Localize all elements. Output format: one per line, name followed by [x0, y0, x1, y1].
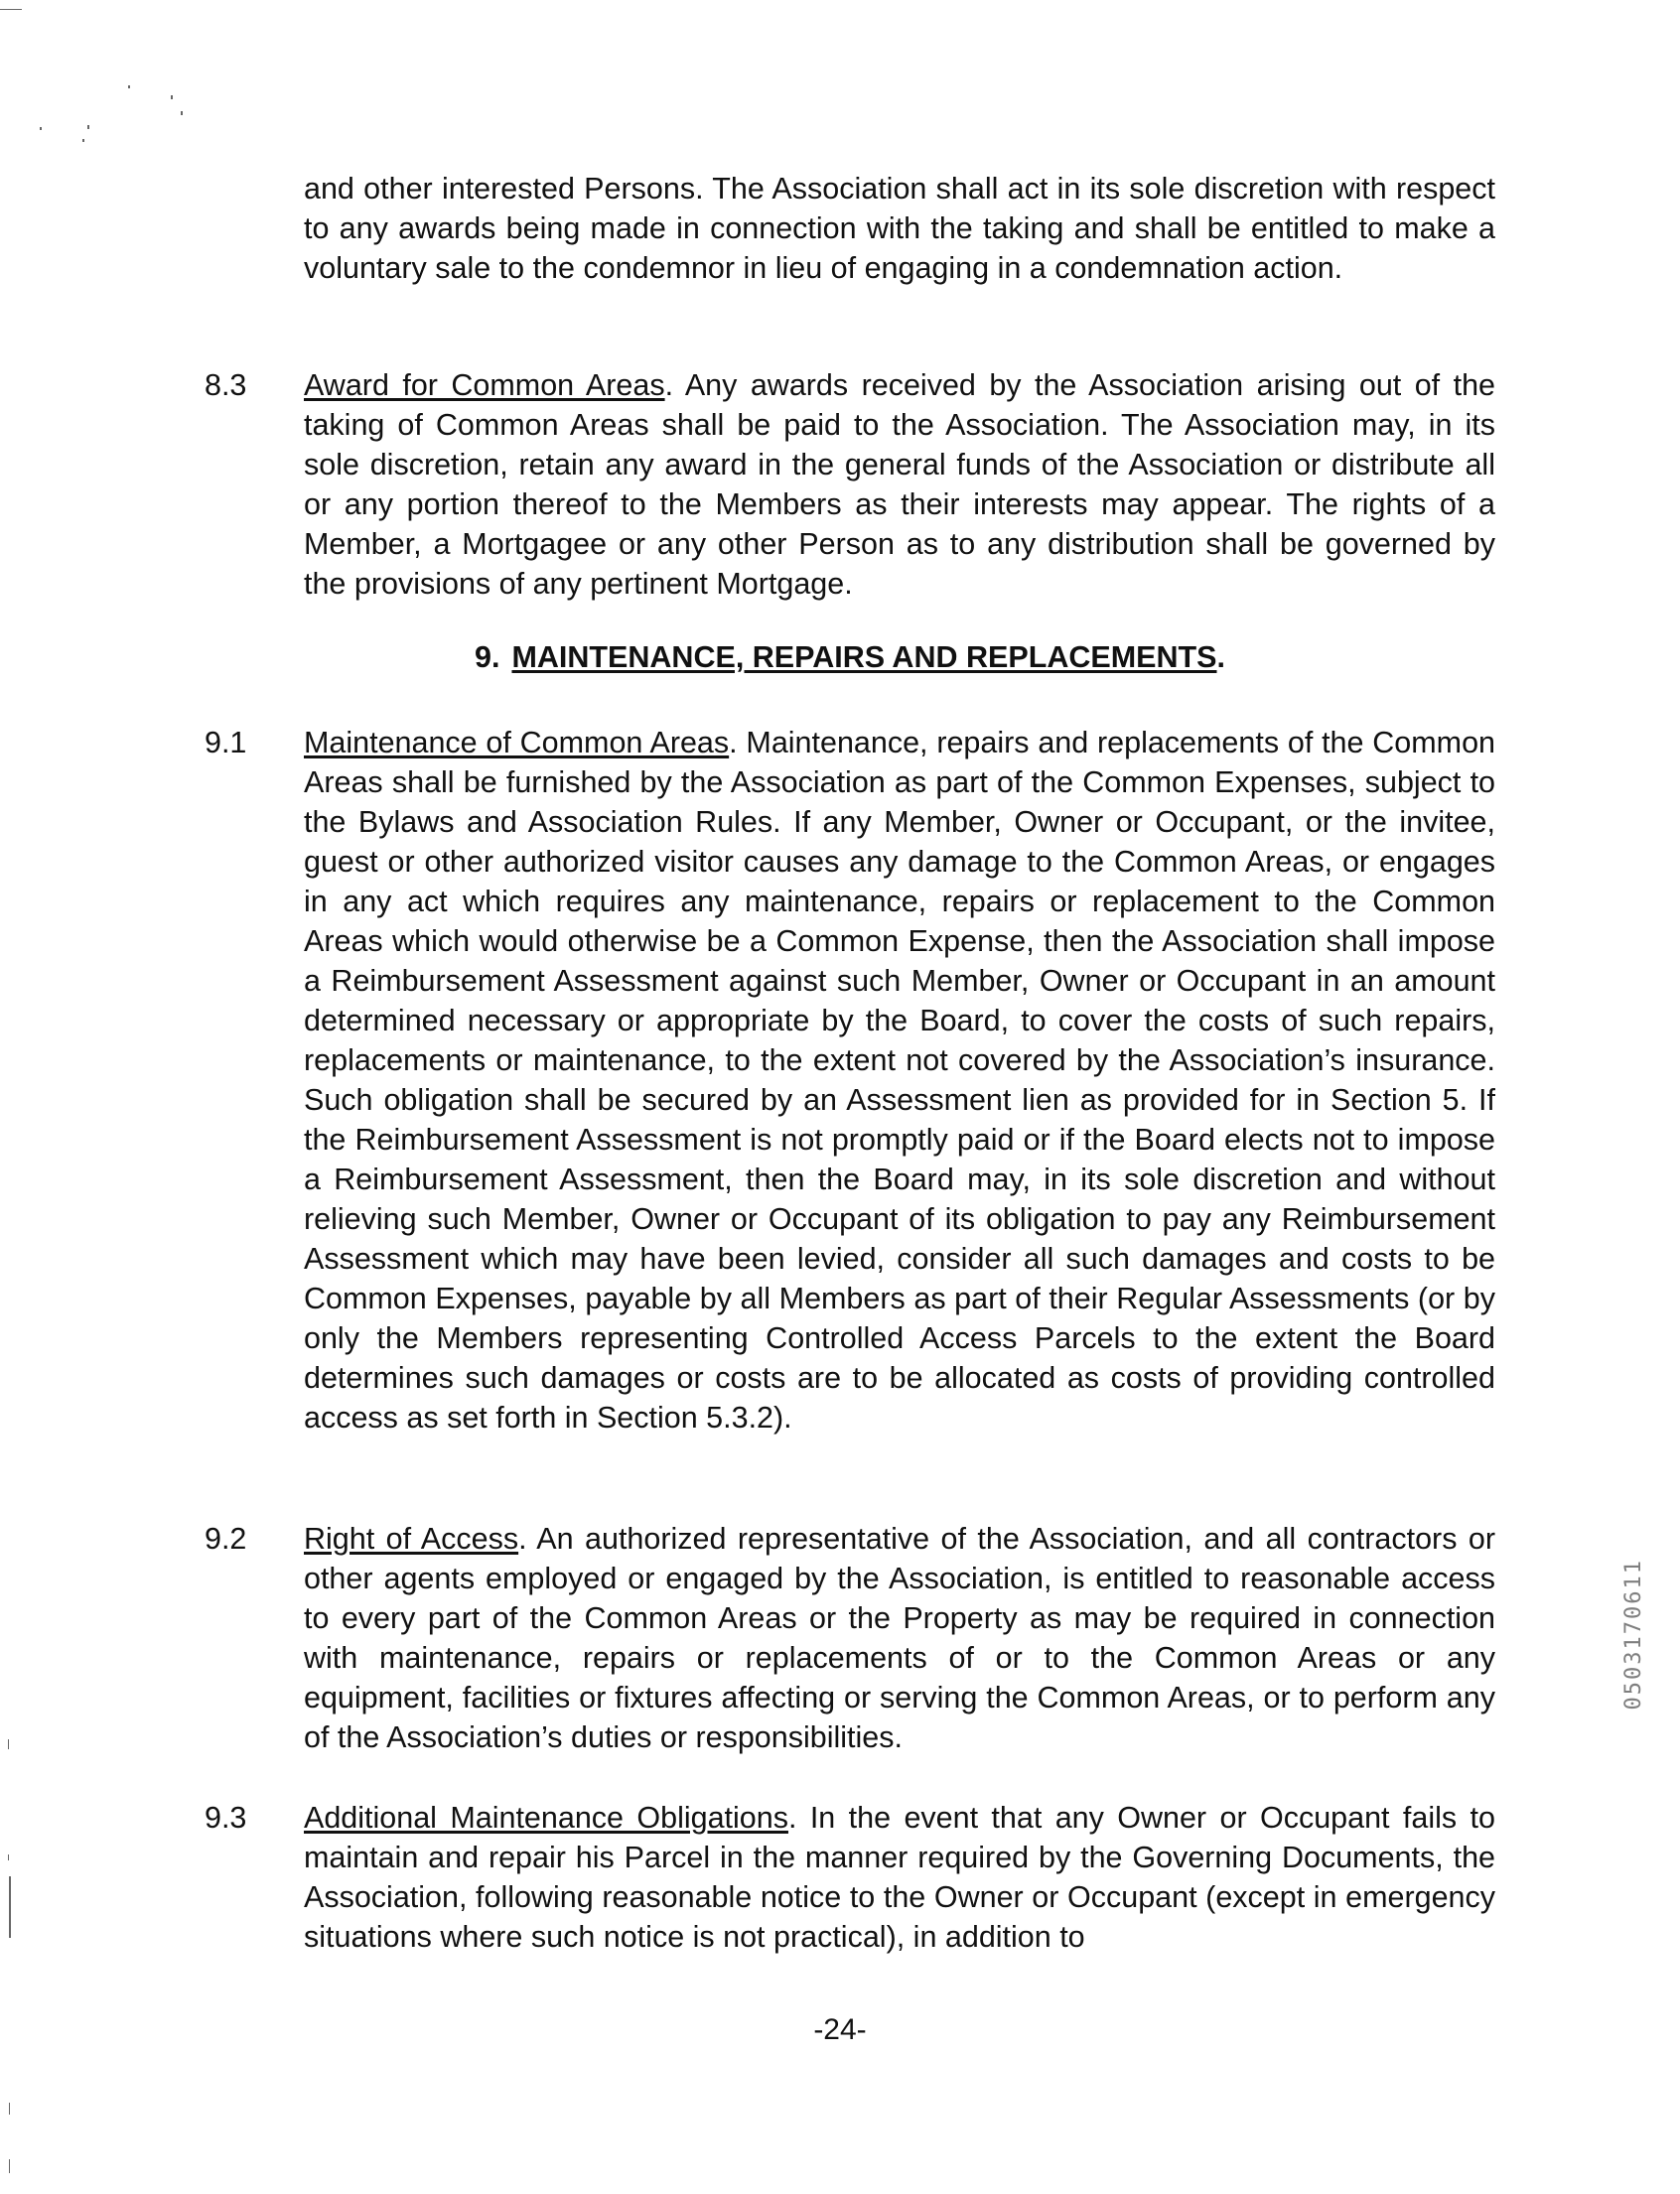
section-number: 9.3	[205, 1801, 247, 1835]
scan-speck	[128, 85, 130, 88]
section-title: Right of Access	[304, 1522, 519, 1556]
section-text: . In the event that any Owner or Occupant fails to maintain and repair his Parcel in the manner required by the Governing Documents, the Association, following reasonable notice to the Owner or Occupant (except in emergency situations where such notice is not practical), in addition to	[304, 1801, 1495, 1954]
article-heading	[205, 637, 1495, 677]
scan-speck	[82, 139, 84, 142]
section-number: 9.2	[205, 1522, 247, 1556]
section-text: . Maintenance, repairs and replacements of the Common Areas shall be furnished by the Association as part of the Common Expenses, subject to the Bylaws and Association Rules. If any Member, Owner or Occupant, or the invitee, guest or other authorized visitor causes any damage to the Common Areas, or engages in any act which requires any maintenance, repairs or replacement to the Common Areas which would otherwise be a Common Expense, then the Association shall impose a Reimbursement Assessment against such Member, Owner or Occupant in an amount determined necessary or appropriate by the Board, to cover the costs of such repairs, replacements or maintenance, to the extent not covered by the Association’s insurance. Such obligation shall be secured by an Assessment lien as provided for in Section 5. If the Reimbursement Assessment is not promptly paid or if the Board elects not to impose a Reimbursement Assessment, then the Board may, in its sole discretion and without relieving such Member, Owner or Occupant of its obligation to pay any Reimbursement Assessment which may have been levied, consider all such damages and costs to be Common Expenses, payable by all Members as part of their Regular Assessments (or by only the Members representing Controlled Access Parcels to the extent the Board determines such damages or costs are to be allocated as costs of providing controlled access as set forth in Section 5.3.2).	[304, 726, 1495, 1435]
scan-speck	[8, 1854, 9, 1860]
page-number: -24-	[813, 2013, 867, 2046]
section-title: Maintenance of Common Areas	[304, 726, 730, 759]
section-number: 8.3	[205, 368, 247, 402]
section-body	[304, 365, 1495, 604]
section-number: 9.1	[205, 726, 247, 759]
scan-speck	[9, 2103, 10, 2115]
scan-speck	[8, 1739, 9, 1749]
section-text: . An authorized representative of the Association, and all contractors or other agents employed or engaged by the Association, is entitled to reasonable access to every part of the Common Areas or the Property as may be required in connection with maintenance, repairs or replacements of or to the Common Areas or any equipment, facilities or fixtures affecting or serving the Common Areas, or to perform any of the Association’s duties or responsibilities.	[304, 1522, 1495, 1754]
scan-speck	[9, 2159, 10, 2173]
scan-speck	[87, 125, 89, 129]
heading-suffix: .	[1216, 640, 1225, 674]
heading-number: 9.	[475, 640, 500, 674]
section-text: . Any awards received by the Association arising out of the taking of Common Areas shall be paid to the Association. The Association may, in its sole discretion, retain any award in the general funds of the Association or distribute all or any portion thereof to the Members as their interests may appear. The rights of a Member, a Mortgagee or any other Person as to any distribution shall be governed by the provisions of any pertinent Mortgage.	[304, 368, 1496, 601]
margin-recording-stamp: 0503170611	[1621, 1559, 1646, 1711]
section-title: Award for Common Areas	[304, 368, 665, 402]
scan-speck	[171, 95, 173, 99]
heading-title: MAINTENANCE, REPAIRS AND REPLACEMENTS	[511, 640, 1217, 674]
scan-edge-line	[9, 1876, 11, 1938]
section-body	[304, 723, 1495, 1438]
section-body	[304, 1519, 1495, 1757]
continuation-paragraph: and other interested Persons. The Association shall act in its sole discretion with respect to any awards being made in connection with the taking and shall be entitled to make a voluntary sale to the condemnor in lieu of engaging in a condemnation action.	[304, 172, 1495, 285]
section-title: Additional Maintenance Obligations	[304, 1801, 788, 1835]
scan-speck	[181, 111, 183, 115]
scan-speck	[40, 127, 42, 130]
section-body	[304, 1798, 1495, 1957]
scan-speck	[0, 9, 22, 10]
